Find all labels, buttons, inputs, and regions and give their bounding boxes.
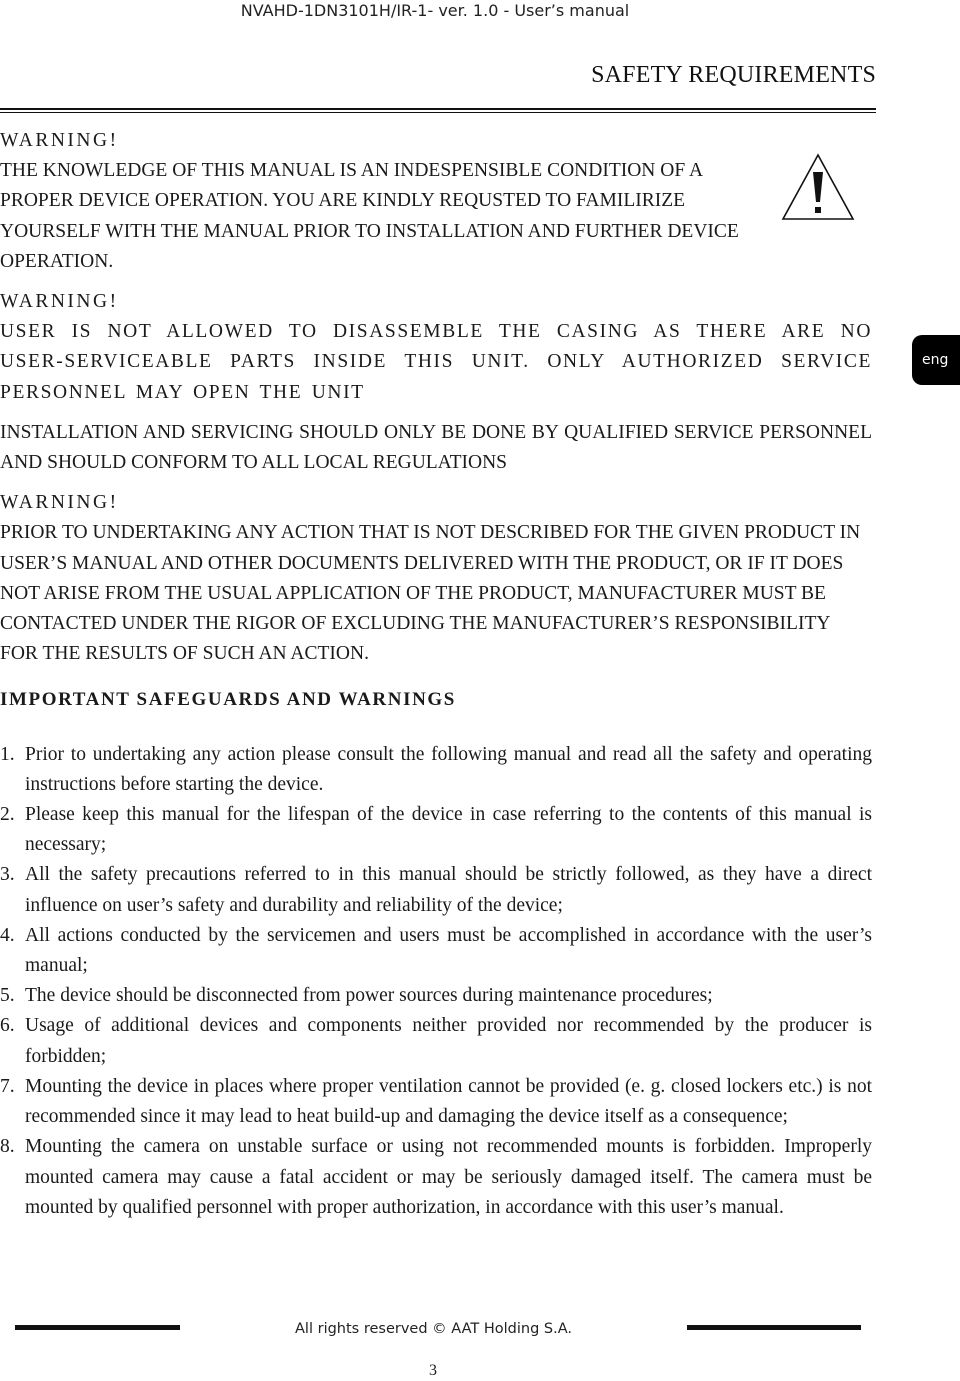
list-item: 7. Mounting the device in places where proper ventilation cannot be provided (e. g. closed lockers etc.) is not recommended since it may lead to heat build-up and damaging the device itself as a consequence; [0,1075,872,1128]
warning-label: WARNING! [0,130,119,151]
list-item: 4. All actions conducted by the servicemen and users must be accomplished in accordance with the user’s manual; [0,924,872,977]
warning-label: WARNING! [0,291,119,313]
warning-text: THE KNOWLEDGE OF THIS MANUAL IS AN INDESPENSIBLE CONDITION OF A PROPER DEVICE OPERATION. YOU ARE KINDLY REQUSTED TO FAMILIRIZE YOURSELF WITH THE MANUAL PRIOR TO INSTALLATION AND FURTHER DEVICE OPERATION. [0,160,739,272]
section-title: SAFETY REQUIREMENTS [591,62,876,88]
warning-text: PRIOR TO UNDERTAKING ANY ACTION THAT IS NOT DESCRIBED FOR THE GIVEN PRODUCT IN USER’S MANUAL AND OTHER DOCUMENTS DELIVERED WITH THE PRODUCT, OR IF IT DOES NOT ARISE FROM THE USUAL APPLICATION OF THE PRODUCT, MANUFACTURER MUST BE CONTACTED UNDER THE RIGOR OF EXCLUDING THE MANUFACTURER’S RESPONSIBILITY FOR THE RESULTS OF SUCH AN ACTION. [0,522,861,665]
warning-block-3 [0,488,872,669]
footer-rule-right [687,1325,861,1330]
list-item: 8. Mounting the camera on unstable surface or using not recommended mounts is forbidden. Improperly mounted camera may cause a fatal accident or may be seriously damaged itself. The camera must be mounted by qualified personnel with proper authorization, in accordance with this user’s manual. [0,1136,872,1218]
warning-label: WARNING! [0,492,119,514]
list-item: 1. Prior to undertaking any action please consult the following manual and read all the safety and operating instructions before starting the device. [0,743,872,795]
list-item: 2. Please keep this manual for the lifespan of the device in case referring to the contents of this manual is necessary; [0,804,872,856]
safeguards-list [0,740,872,1223]
warning-extra-text: INSTALLATION AND SERVICING SHOULD ONLY BE DONE BY QUALIFIED SERVICE PERSONNEL AND SHOULD CONFORM TO ALL LOCAL REGULATIONS [0,421,872,474]
list-item: 6. Usage of additional devices and components neither provided nor recommended by the producer is forbidden; [0,1015,872,1067]
footer-rule-left [15,1325,180,1330]
language-tab[interactable]: eng [912,335,960,385]
page-number: 3 [429,1362,437,1379]
warning-block-2 [0,287,872,478]
footer-copyright: All rights reserved © AAT Holding S.A. [295,1321,572,1337]
header-rule [0,108,876,113]
page-content [0,126,872,1223]
warning-block-1 [0,126,872,277]
list-item: 3. All the safety precautions referred to in this manual should be strictly followed, as they have a direct influence on user’s safety and durability and reliability of the device; [0,864,872,916]
safeguards-heading: IMPORTANT SAFEGUARDS AND WARNINGS [0,689,456,711]
warning-text: USER IS NOT ALLOWED TO DISASSEMBLE THE CASING AS THERE ARE NO USER-SERVICEABLE PARTS INSIDE THIS UNIT. ONLY AUTHORIZED SERVICE PERSONNEL MAY OPEN THE UNIT [0,321,872,403]
list-item: 5. The device should be disconnected from power sources during maintenance procedures; [0,985,713,1007]
document-header: NVAHD-1DN3101H/IR-1- ver. 1.0 - User’s manual [240,1,630,20]
